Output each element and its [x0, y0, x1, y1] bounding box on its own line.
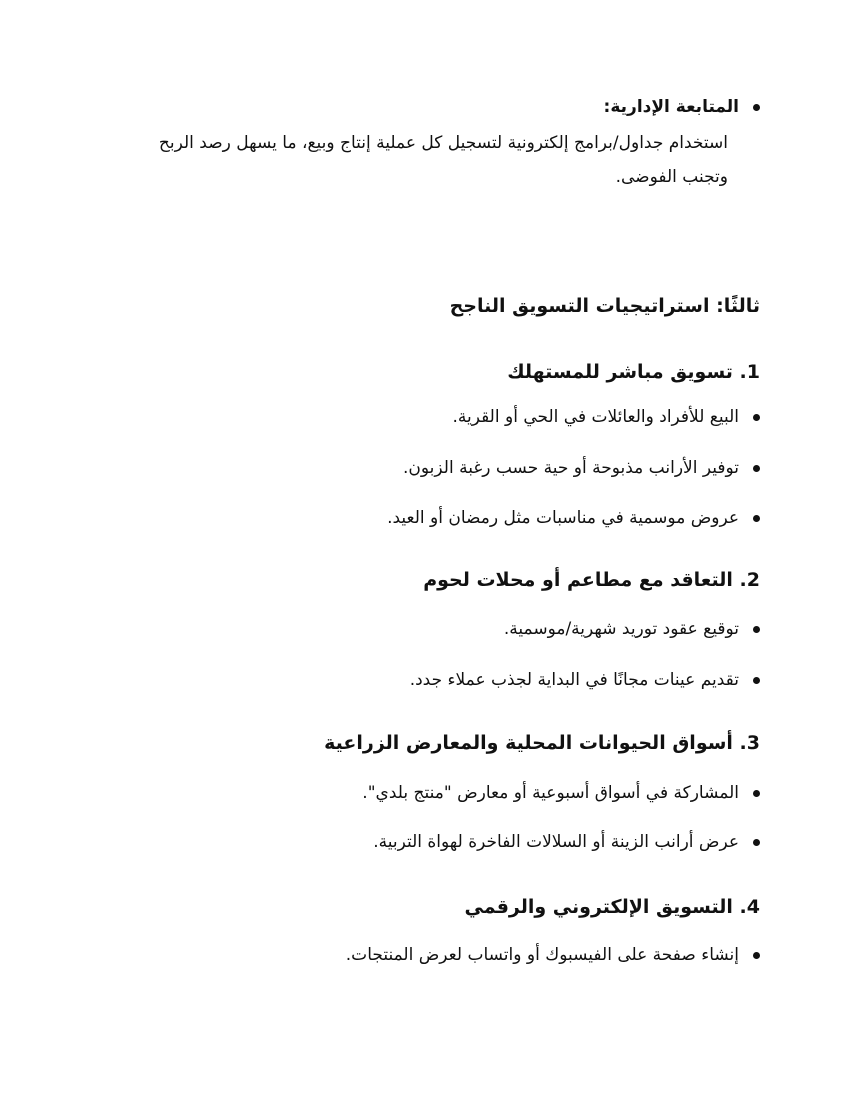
strategy-3 [90, 728, 760, 758]
bullet-icon [753, 952, 760, 959]
list-item: عرض أرانب الزينة أو السلالات الفاخرة لهواة التربية. [373, 832, 739, 852]
bullet-icon [753, 790, 760, 797]
strategy-heading: 4. التسويق الإلكتروني والرقمي [464, 896, 760, 918]
admin-followup-body: استخدام جداول/برامج إلكترونية لتسجيل كل عملية إنتاج وبيع، ما يسهل رصد الربح وتجنب الفوضى. [158, 133, 728, 187]
strategy-2-bullet-2 [90, 667, 760, 693]
strategy-heading: 1. تسويق مباشر للمستهلك [507, 361, 760, 383]
strategy-1 [90, 357, 760, 387]
strategy-2 [90, 565, 760, 595]
admin-followup-bullet-row [90, 94, 760, 120]
bullet-icon [753, 839, 760, 846]
bullet-icon [753, 414, 760, 421]
section-title: ثالثًا: استراتيجيات التسويق الناجح [449, 295, 760, 317]
section-block [90, 291, 760, 321]
strategy-4-bullet-1 [90, 942, 760, 968]
admin-followup-title: المتابعة الإدارية: [603, 97, 739, 117]
list-item: توفير الأرانب مذبوحة أو حية حسب رغبة الزبون. [403, 458, 739, 478]
strategy-heading: 2. التعاقد مع مطاعم أو محلات لحوم [423, 569, 760, 591]
strategy-2-bullet-1 [90, 616, 760, 642]
strategy-3-bullet-1 [90, 780, 760, 806]
list-item: المشاركة في أسواق أسبوعية أو معارض "منتج بلدي". [362, 783, 739, 803]
strategy-heading: 3. أسواق الحيوانات المحلية والمعارض الزراعية [324, 732, 760, 754]
bullet-icon [753, 677, 760, 684]
admin-followup-item [90, 94, 760, 194]
list-item: تقديم عينات مجانًا في البداية لجذب عملاء جدد. [409, 670, 739, 690]
bullet-icon [753, 515, 760, 522]
list-item: توقيع عقود توريد شهرية/موسمية. [503, 619, 739, 639]
bullet-icon [753, 104, 760, 111]
strategy-1-bullet-2 [90, 455, 760, 481]
strategy-1-bullet-1 [90, 404, 760, 430]
bullet-icon [753, 626, 760, 633]
list-item: عروض موسمية في مناسبات مثل رمضان أو العيد. [387, 508, 739, 528]
strategy-4 [90, 892, 760, 922]
list-item: إنشاء صفحة على الفيسبوك أو واتساب لعرض المنتجات. [345, 945, 739, 965]
strategy-3-bullet-2 [90, 829, 760, 855]
strategy-1-bullet-3 [90, 505, 760, 531]
bullet-icon [753, 465, 760, 472]
list-item: البيع للأفراد والعائلات في الحي أو القرية. [452, 407, 739, 427]
